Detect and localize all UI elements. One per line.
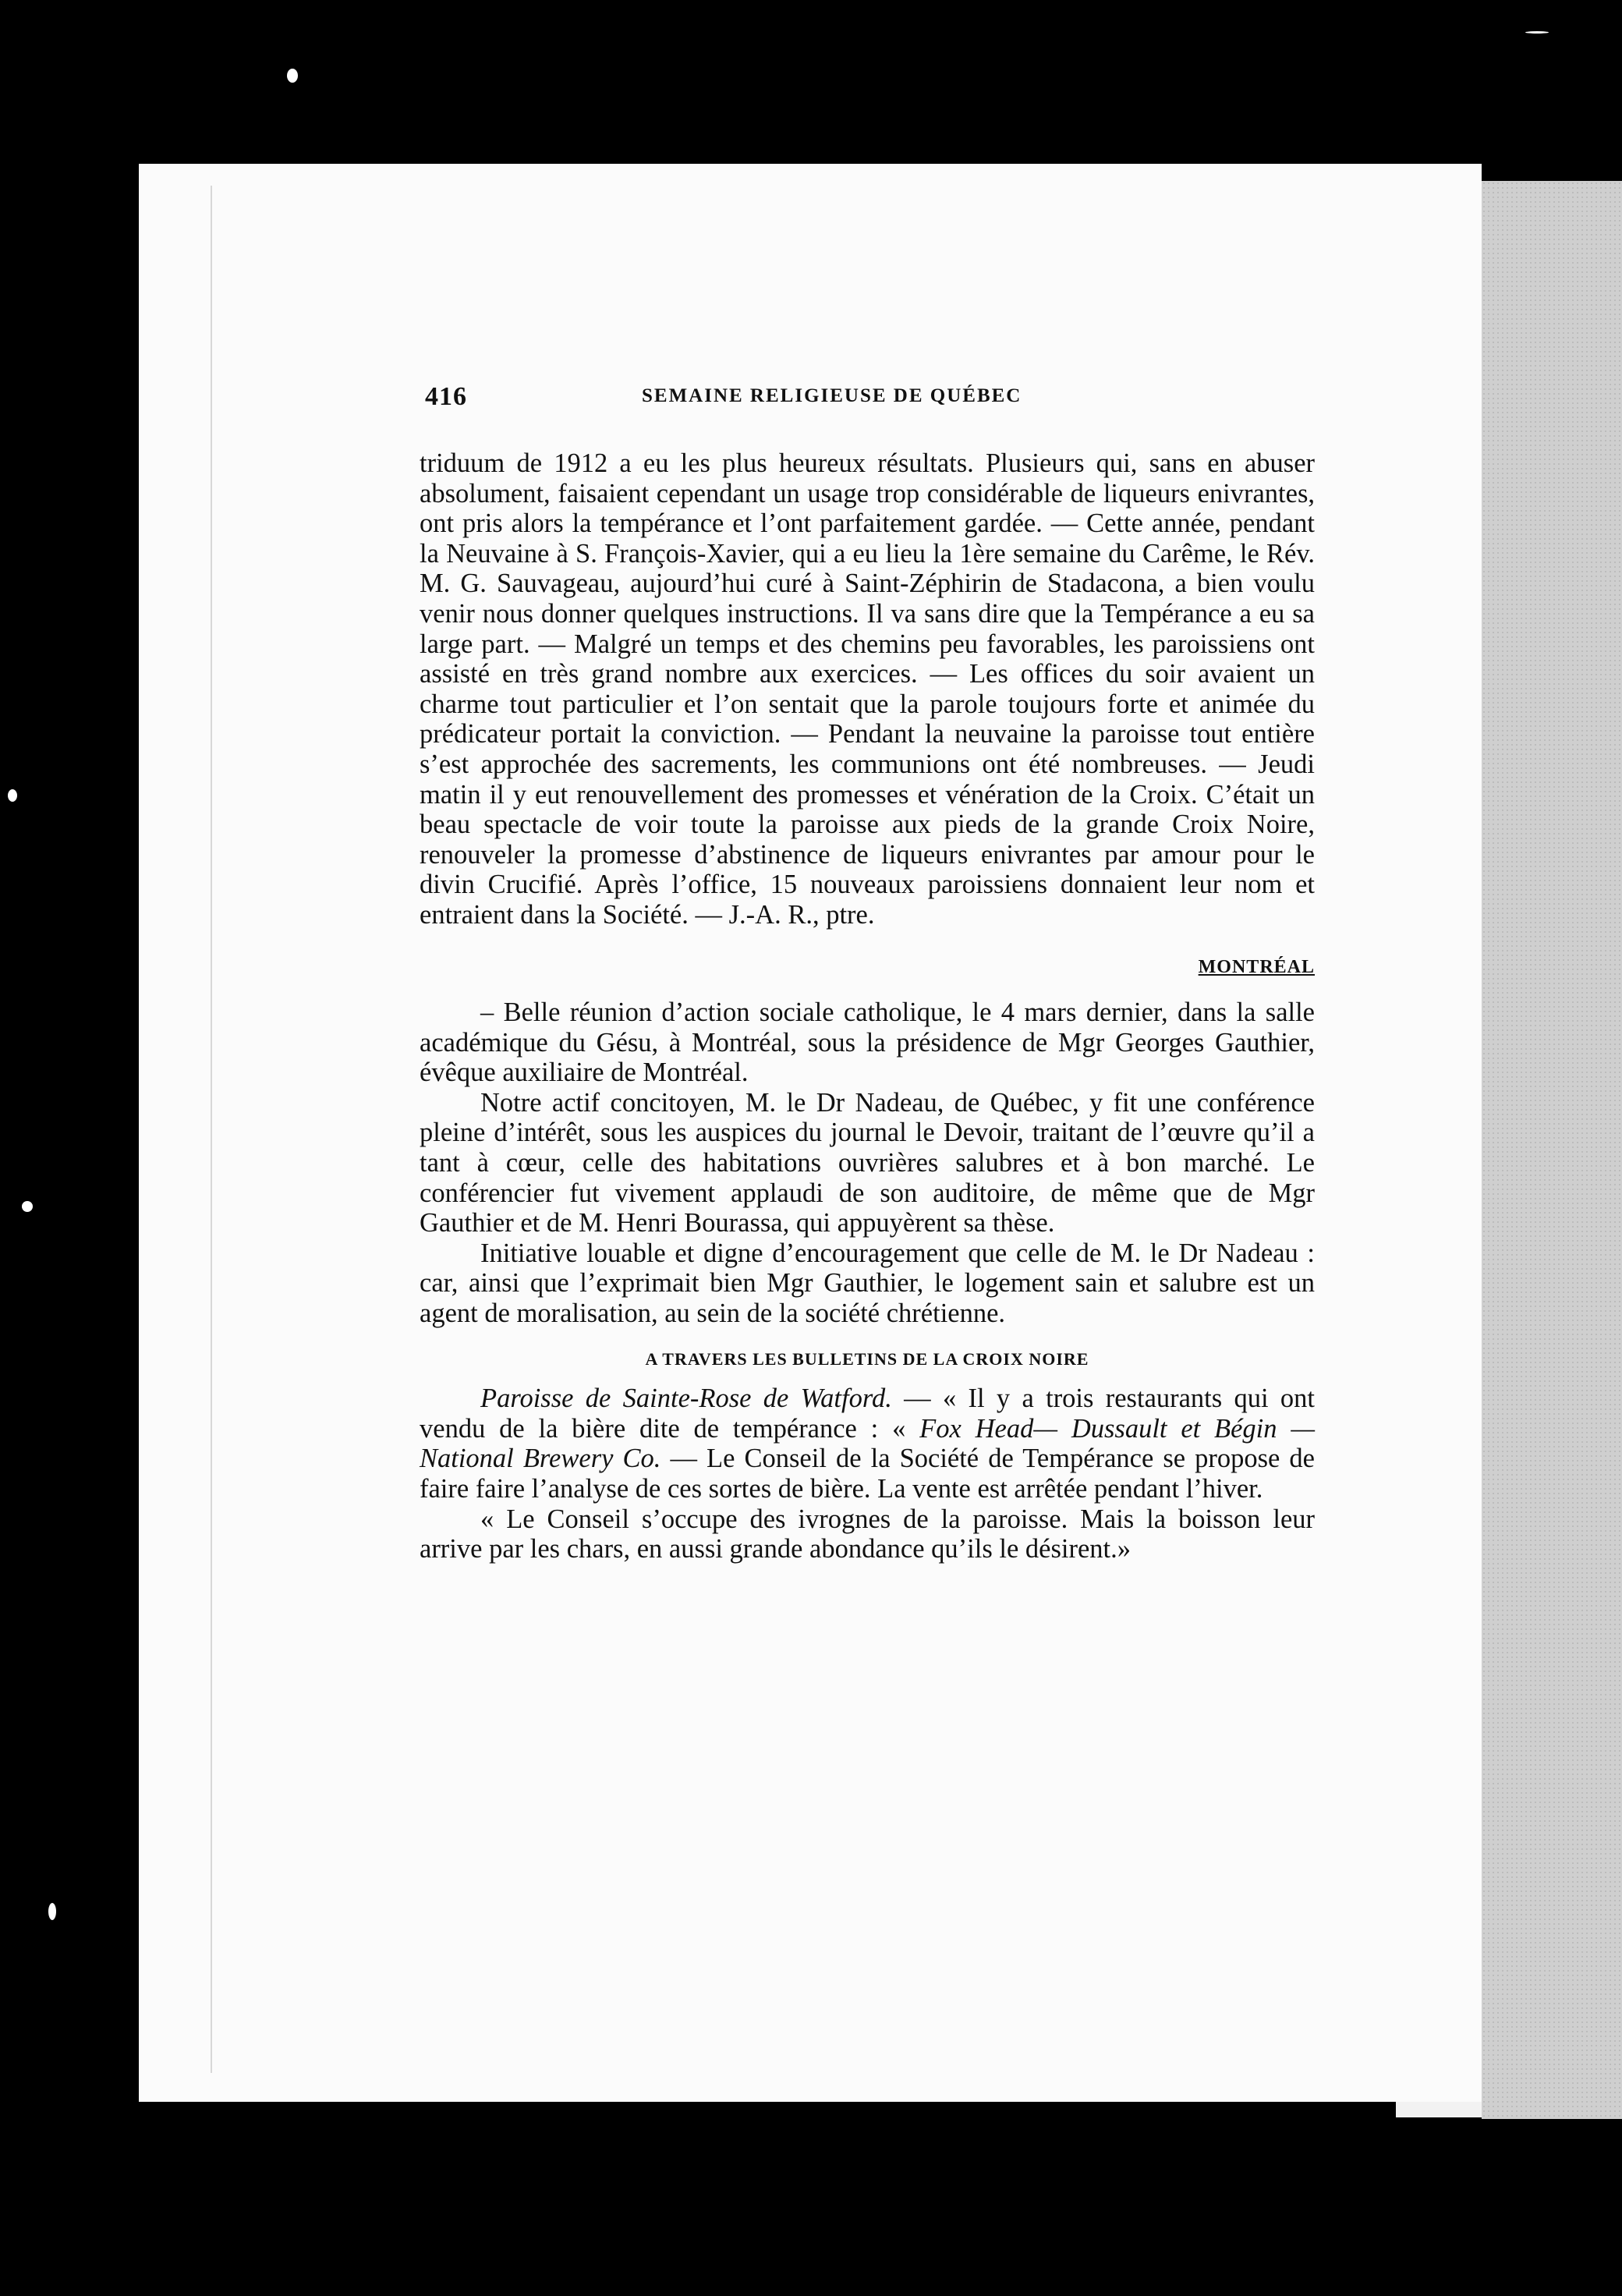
dust-speck bbox=[22, 1201, 33, 1212]
bulletin-text-part-1: — « Il y a trois restaurants qui ont vendu de la bière dite de tempérance : « bbox=[420, 1384, 1315, 1444]
beer-brands: Fox Head— Dussault et Bégin — National Brewery Co. bbox=[420, 1413, 1315, 1474]
bulletin-paragraph-1 bbox=[420, 1384, 1315, 1504]
dust-speck bbox=[8, 789, 17, 802]
section-heading-bulletins: A TRAVERS LES BULLETINS DE LA CROIX NOIRE bbox=[645, 1348, 1089, 1369]
dust-speck bbox=[48, 1903, 56, 1920]
parish-name: Paroisse de Sainte-Rose de Watford. bbox=[480, 1384, 892, 1414]
running-header bbox=[425, 382, 1337, 421]
montreal-paragraph-2: Notre actif concitoyen, M. le Dr Nadeau, de Québec, y fit une conférence pleine d’intérêt, sous les auspices du journal le Devoir, traitant de l’œuvre qu’il a tant à cœur, celle des habitations ouvrières salubres et à bon marché. Le conférencier fut vivement applaudi de son auditoire, de même que de Mgr Gauthier et de M. Henri Bourassa, qui appuyèrent sa thèse. bbox=[420, 1087, 1315, 1238]
journal-title: SEMAINE RELIGIEUSE DE QUÉBEC bbox=[642, 385, 1022, 406]
dust-speck bbox=[1525, 31, 1549, 34]
bulletin-paragraph-2: « Le Conseil s’occupe des ivrognes de la paroisse. Mais la boisson leur arrive par les chars, en aussi grande abondance qu’ils le désirent.» bbox=[420, 1504, 1315, 1564]
dust-speck bbox=[287, 69, 298, 83]
book-cover-edge bbox=[1482, 181, 1622, 2119]
montreal-paragraph-3: Initiative louable et digne d’encouragement que celle de M. le Dr Nadeau : car, ainsi que l’exprimait bien Mgr Gauthier, le logement sain et salubre est un agent de moralisation, au sein de la société chrétienne. bbox=[420, 1238, 1315, 1329]
page-number: 416 bbox=[425, 382, 467, 411]
section-heading-montreal: MONTRÉAL bbox=[1198, 956, 1315, 977]
intro-paragraph: triduum de 1912 a eu les plus heureux résultats. Plusieurs qui, sans en abuser absolument, faisaient cependant un usage trop considérable de liqueurs enivrantes, ont pris alors la tempérance et l’ont parfaitement gardée. — Cette année, pendant la Neuvaine à S. François-Xavier, qui a eu lieu la 1ère semaine du Carême, le Rév. M. G. Sauvageau, aujourd’hui curé à Saint-Zéphirin de Stadacona, a bien voulu venir nous donner quelques instructions. Il va sans dire que la Tempérance a eu sa large part. — Malgré un temps et des chemins peu favorables, les paroissiens ont assisté en très grand nombre aux exercices. — Les offices du soir avaient un charme tout particulier et l’on sentait que la parole toujours forte et animée du prédicateur portait la conviction. — Pendant la neuvaine la paroisse tout entière s’est approchée des sacrements, les communions ont été nombreuses. — Jeudi matin il y eut renouvellement des promesses et vénération de la Croix. C’était un beau spectacle de voir toute la paroisse aux pieds de la grande Croix Noire, renouveler la promesse d’abstinence de liqueurs enivrantes par amour pour le divin Crucifié. Après l’office, 15 nouveaux paroissiens donnaient leur nom et entraient dans la Société. — J.-A. R., ptre. bbox=[420, 448, 1315, 930]
bulletin-text-part-2: — Le Conseil de la Société de Tempérance se propose de faire faire l’analyse de ces sortes de bière. La vente est arrêtée pendant l’hiver. bbox=[420, 1444, 1315, 1504]
montreal-paragraph-1: – Belle réunion d’action sociale catholique, le 4 mars dernier, dans la salle académique du Gésu, à Montréal, sous la présidence de Mgr Georges Gauthier, évêque auxiliaire de Montréal. bbox=[420, 997, 1315, 1088]
article-body bbox=[420, 448, 1315, 1564]
page-fold-line bbox=[211, 186, 212, 2073]
